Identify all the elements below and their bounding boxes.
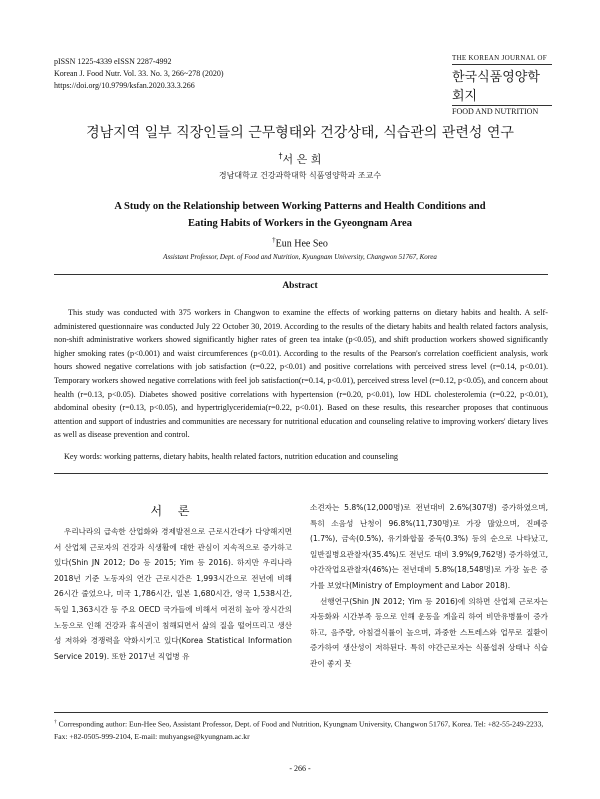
english-title-line-2: Eating Habits of Workers in the Gyeongnam Area	[188, 218, 412, 229]
abstract-top-rule	[54, 274, 548, 275]
korean-author	[0, 151, 600, 167]
corresponding-footnote	[54, 716, 548, 743]
journal-logo	[452, 54, 552, 116]
english-author-name: Eun Hee Seo	[275, 238, 328, 250]
header-citation-block	[54, 56, 224, 92]
english-affiliation: Assistant Professor, Dept. of Food and Nutrition, Kyungnam University, Changwon 51767, Korea	[163, 253, 437, 261]
english-title	[60, 198, 540, 232]
right-paragraph-2: 선행연구(Shin JN 2012; Yim 등 2016)에 의하면 산업체 근로자는 자동화와 시간부족 등으로 인해 운동을 게을리 하여 비만유병률이 증가하고, 음주량, 아침결식률이 높으며, 과중한 스트레스와 업무로 질환이 증가하여 생산성이 저하된다. 특히 야간근로자는 식품섭취 상태나 식습관이 좋지 못	[310, 596, 548, 668]
journal-name-korean: 한국식품영양학회지	[452, 70, 540, 104]
abstract-bottom-rule	[54, 473, 548, 474]
footnote-mark: †	[54, 719, 57, 725]
footnote-rule	[54, 712, 548, 713]
corresponding-mark: †	[278, 151, 283, 161]
journal-name-english: FOOD AND NUTRITION	[452, 105, 552, 116]
footnote-text: Corresponding author: Eun-Hee Seo, Assistant Professor, Dept. of Food and Nutrition, Kyungnam University, Changwon 51767, Korea. Tel: +82-55-249-2233, Fax: +82-0505-999-2104, E-mail: muhyangse@kyungnam.ac.kr	[54, 719, 544, 741]
right-paragraph-1: 소견자는 5.8%(12,000명)로 전년대비 2.6%(307명) 증가하였으며, 특히 소음성 난청이 96.8%(11,730명)로 가장 많았으며, 진폐증(1.7%), 금속(0.5%), 유기화합물 중독(0.3%) 등의 순으로 나타났고, 일반질병요관찰자(35.4%)도 전년도 대비 3.9%(9,762명) 증가하였고, 야간작업요관찰자(46%)는 전년대비 5.8%(18,548명)로 가장 높은 증가를 보였다(Ministry of Employment and Labor 2018).	[310, 503, 548, 590]
issn-line: pISSN 1225-4339 eISSN 2287-4992	[54, 57, 172, 66]
doi-link[interactable]: https://doi.org/10.9799/ksfan.2020.33.3.266	[54, 81, 195, 90]
journal-name-small: THE KOREAN JOURNAL OF	[452, 54, 552, 65]
korean-title: 경남지역 일부 직장인들의 근무형태와 건강상태, 식습관의 관련성 연구	[86, 125, 514, 141]
page-number: - 266 -	[289, 764, 311, 773]
intro-left-column: 우리나라의 급속한 산업화와 경제발전으로 근로시간대가 다양해지면서 산업체 근로자의 건강과 식생활에 대한 관심이 지속적으로 증가하고 있다(Shin JN 2012; Do 등 2015; Yim 등 2016). 하지만 우리나라 2018년 기준 노동자의 연간 근로시간은 1,993시간으로 전년에 비해 26시간 줄었으나, 미국 1,786시간, 일본 1,680시간, 영국 1,538시간, 독일 1,363시간 등 주요 OECD 국가들에 비해서 여전히 높아 장시간의 노동으로 인해 건강과 휴식권이 침해되면서 삶의 질을 떨어뜨리고 생산성 저하와 경쟁력을 약화시키고 있다(Korea Statistical Information Service 2019). 또한 2017년 직업병 유	[54, 527, 292, 661]
korean-author-name: 서 은 희	[282, 153, 322, 166]
abstract-body: This study was conducted with 375 workers in Changwon to examine the effects of working patterns on dietary habits and health. A self-administered questionnaire was conducted July 22 October 30, 2019. According to the results of the dietary habits and health related factors analysis, non-shift administrative workers showed significantly higher rates of green tea intake (p<0.05), and shift production workers showed significantly higher smoking rates (p<0.001) and waist circumferences (p<0.01). According to the results of the Pearson's correlation coefficient analysis, work hours showed negative correlations with job satisfaction (r=0.22, p<0.01) and positive correlations with perceived stress level (r=0.14, p<0.01). Temporary workers showed negative correlations with feel job satisfaction(r=0.14, p<0.01), perceived stress level (r=0.12, p<0.05), and concern about health (r=0.13, p<0.05). Diabetes showed positive correlations with hypertension (r=0.20, p<0.01), low HDL cholesterolemia (r=0.22, p<0.01), abdominal obesity (r=0.13, p<0.05), and hypertriglyceridemia(r=0.22, p<0.01). Based on these results, this researcher proposes that continuous attention and support of industries and communities are necessary for nutritional education and counseling relative to improving workers' dietary lives as well as disease prevention and control.	[54, 308, 548, 440]
intro-right-column	[310, 500, 548, 672]
abstract-heading: Abstract	[282, 281, 318, 291]
english-author	[0, 236, 600, 249]
corresponding-mark-en: †	[272, 236, 276, 244]
section-heading-introduction: 서 론	[150, 504, 196, 518]
citation-line: Korean J. Food Nutr. Vol. 33. No. 3, 266~278 (2020)	[54, 69, 224, 78]
korean-affiliation: 경남대학교 건강과학대학 식품영양학과 조교수	[218, 171, 382, 180]
english-title-line-1: A Study on the Relationship between Working Patterns and Health Conditions and	[114, 201, 486, 212]
keywords: Key words: working patterns, dietary habits, health related factors, nutrition education and counseling	[64, 452, 399, 461]
